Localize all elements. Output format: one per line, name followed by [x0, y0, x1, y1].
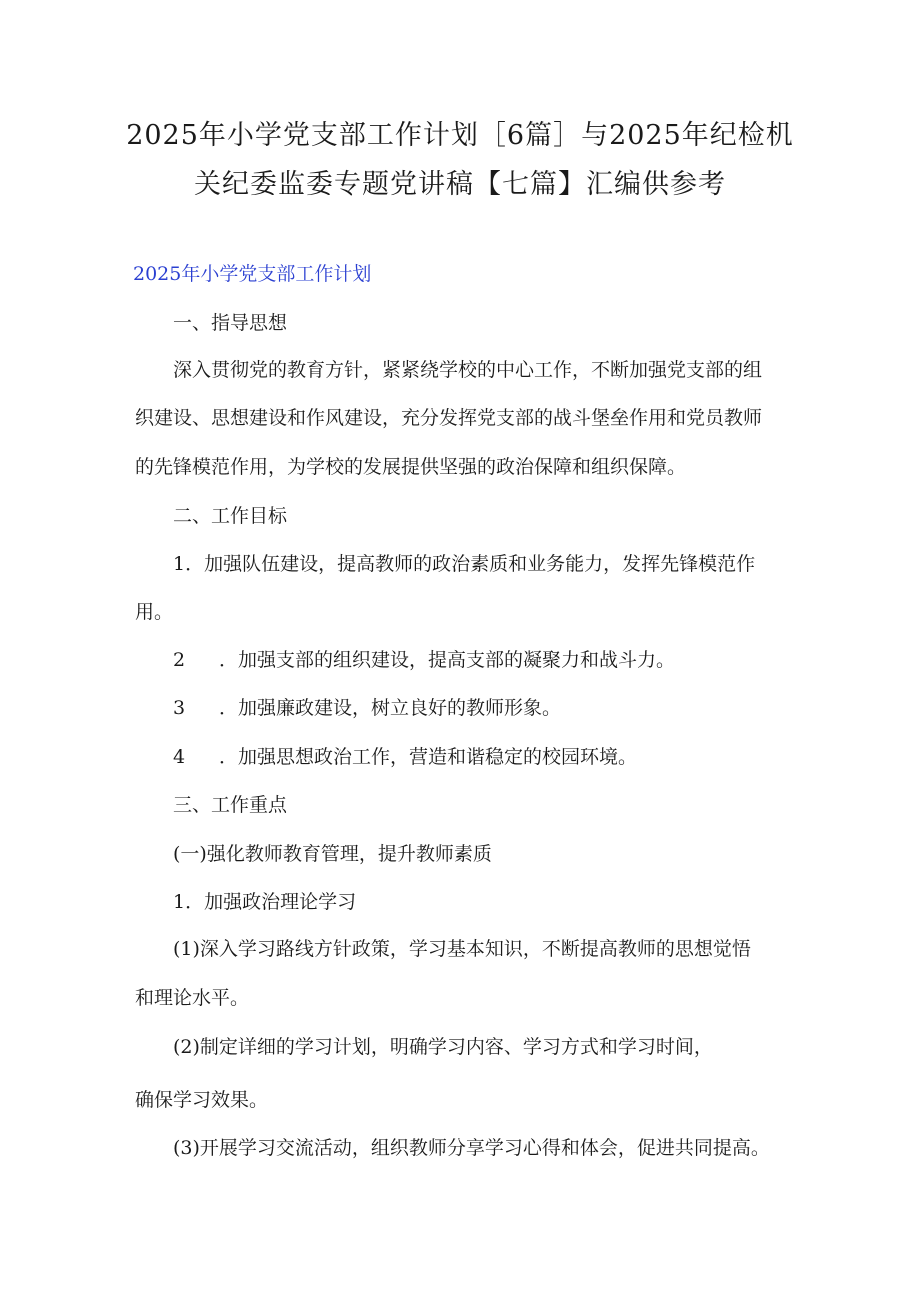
heading-guiding-ideology: 一、指导思想	[173, 312, 288, 334]
sub-item-1: 1．加强政治理论学习	[173, 891, 357, 913]
paragraph-line: 织建设、思想建设和作风建设，充分发挥党支部的战斗堡垒作用和党员教师	[135, 407, 763, 429]
goal-item-4-text: ．加强思想政治工作，营造和谐稳定的校园环境。	[219, 746, 638, 768]
section-link[interactable]: 2025年小学党支部工作计划	[133, 263, 372, 285]
heading-work-goals: 二、工作目标	[173, 505, 288, 527]
document-title-line-2: 关纪委监委专题党讲稿【七篇】汇编供参考	[194, 169, 726, 200]
goal-item-1: 1．加强队伍建设，提高教师的政治素质和业务能力，发挥先锋模范作	[173, 553, 756, 575]
heading-work-focus: 三、工作重点	[173, 794, 288, 816]
list-item-b: (2)制定详细的学习计划，明确学习内容、学习方式和学习时间，	[173, 1036, 713, 1058]
list-item-b-cont: 确保学习效果。	[135, 1089, 269, 1111]
goal-item-1-cont: 用。	[135, 601, 174, 623]
goal-item-2-number: 2	[173, 649, 186, 671]
document-title-line-1: 2025年小学党支部工作计划［6篇］与2025年纪检机	[126, 120, 794, 151]
paragraph-line: 的先锋模范作用，为学校的发展提供坚强的政治保障和组织保障。	[135, 456, 687, 478]
list-item-a: (1)深入学习路线方针政策，学习基本知识，不断提高教师的思想觉悟	[173, 938, 751, 960]
list-item-c: (3)开展学习交流活动，组织教师分享学习心得和体会，促进共同提高。	[173, 1137, 770, 1159]
goal-item-3	[173, 696, 561, 720]
paragraph-line: 深入贯彻党的教育方针，紧紧绕学校的中心工作，不断加强党支部的组	[173, 359, 763, 381]
goal-item-2-text: ．加强支部的组织建设，提高支部的凝聚力和战斗力。	[219, 649, 676, 671]
sub-heading-1: (一)强化教师教育管理，提升教师素质	[173, 843, 492, 865]
list-item-a-cont: 和理论水平。	[135, 987, 250, 1009]
goal-item-4	[173, 745, 637, 769]
goal-item-4-number: 4	[173, 746, 186, 768]
goal-item-2	[173, 648, 675, 672]
goal-item-3-number: 3	[173, 697, 186, 719]
goal-item-3-text: ．加强廉政建设，树立良好的教师形象。	[219, 697, 562, 719]
